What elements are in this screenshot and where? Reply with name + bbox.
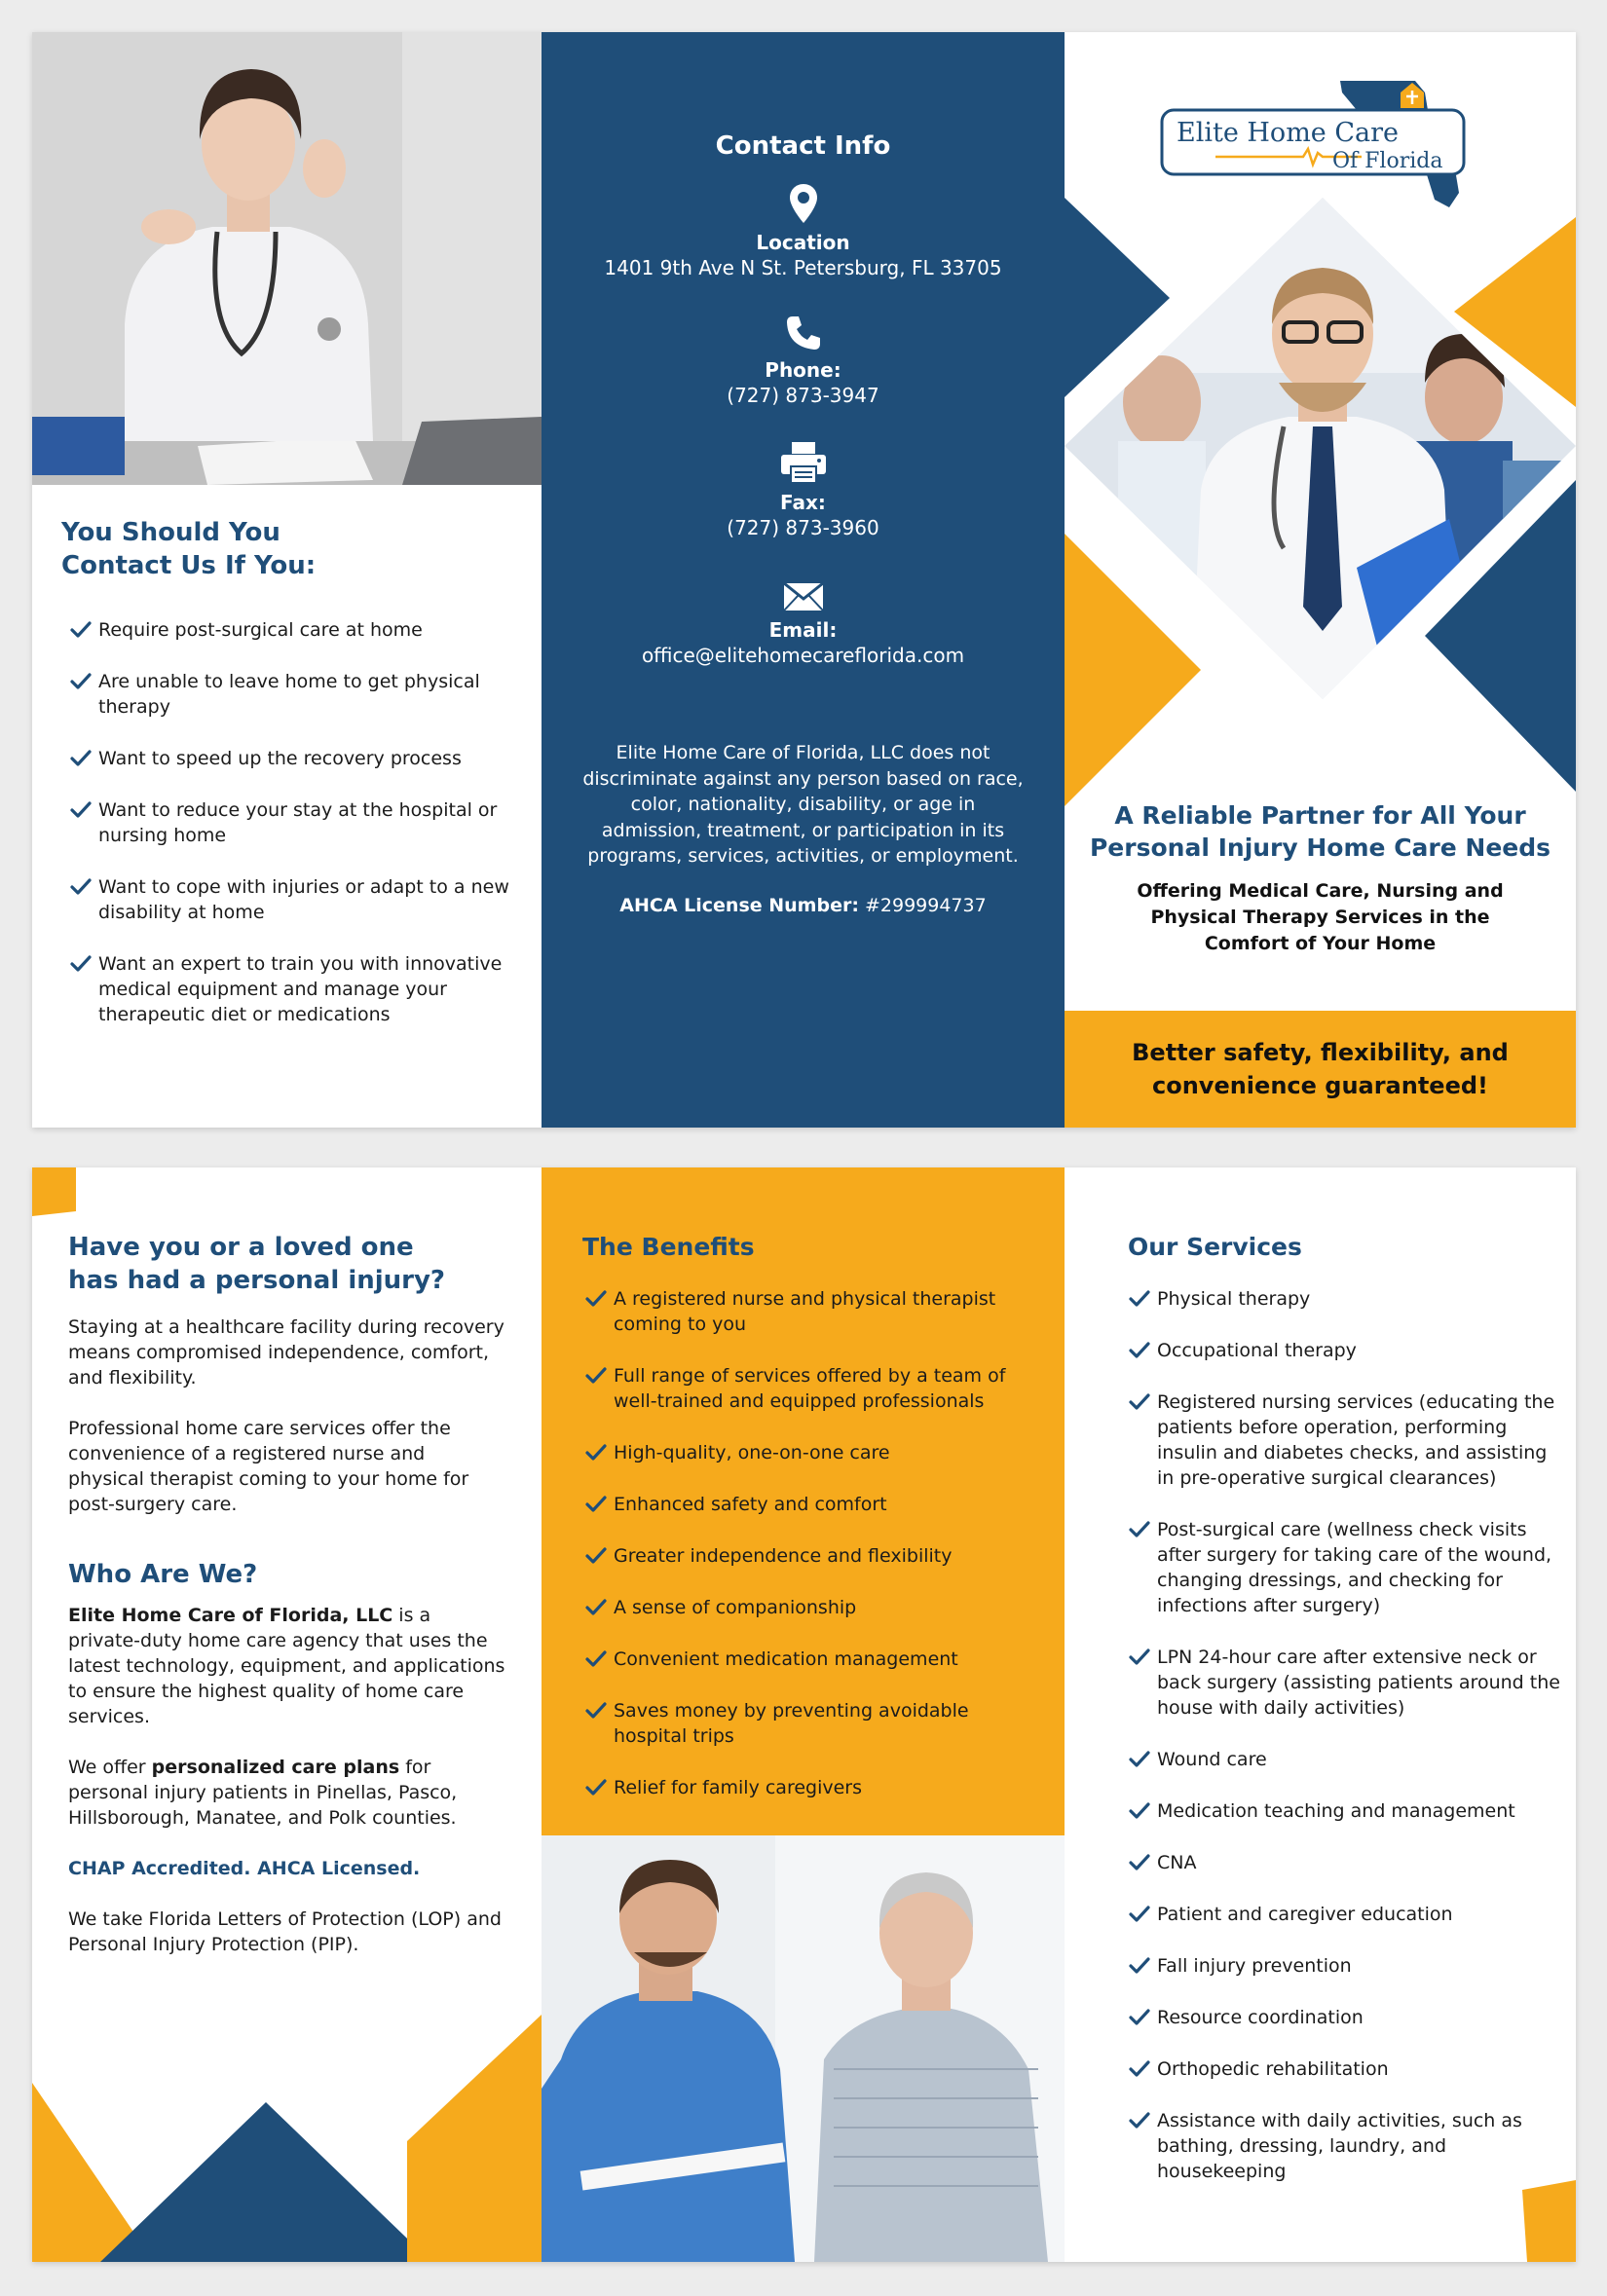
cover-banner-text: Better safety, flexibility, and convenience guaranteed! <box>1132 1039 1509 1099</box>
benefit-item <box>584 1698 1042 1749</box>
benefit-item-text: Enhanced safety and comfort <box>614 1494 887 1515</box>
contact-reason-item-text: Want an expert to train you with innovative medical equipment and manage your therapeutic diet or medications <box>98 953 503 1025</box>
benefit-item <box>584 1595 1042 1620</box>
phone-value[interactable]: (727) 873-3947 <box>727 384 879 407</box>
checkmark-icon <box>584 1648 608 1671</box>
checkmark-icon <box>69 952 93 976</box>
who-are-we-heading: Who Are We? <box>68 1560 258 1589</box>
benefit-item <box>584 1543 1042 1569</box>
location-value: 1401 9th Ave N St. Petersburg, FL 33705 <box>604 256 1002 279</box>
service-item-text: Patient and caregiver education <box>1157 1904 1453 1925</box>
service-item-text: Physical therapy <box>1157 1288 1311 1310</box>
checkmark-icon <box>1128 1954 1151 1978</box>
benefit-item-text: Greater independence and flexibility <box>614 1545 953 1567</box>
checkmark-icon <box>584 1544 608 1568</box>
benefit-item-text: High-quality, one-on-one care <box>614 1442 890 1463</box>
service-item <box>1128 1747 1561 1772</box>
checkmark-icon <box>69 670 93 693</box>
checkmark-icon <box>1128 2057 1151 2081</box>
contact-reasons-title-line2: Contact Us If You: <box>61 551 317 580</box>
checkmark-icon <box>1128 1851 1151 1874</box>
checkmark-icon <box>1128 1518 1151 1541</box>
email-icon <box>783 582 824 611</box>
service-item <box>1128 1286 1561 1312</box>
checkmark-icon <box>1128 2006 1151 2029</box>
service-item <box>1128 1645 1561 1721</box>
care-plans-prefix: We offer <box>68 1757 152 1778</box>
location-label: Location <box>756 231 850 254</box>
email-label: Email: <box>768 618 838 642</box>
service-item-text: Medication teaching and management <box>1157 1800 1515 1822</box>
service-item <box>1128 1338 1561 1363</box>
company-logo <box>1157 71 1488 217</box>
service-item-text: LPN 24-hour care after extensive neck or back surgery (assisting patients around the house with daily activities) <box>1157 1647 1560 1719</box>
location-block <box>542 183 1065 280</box>
contact-reason-item-text: Want to speed up the recovery process <box>98 748 462 769</box>
contact-reason-item <box>69 669 527 720</box>
contact-reason-item <box>69 746 527 771</box>
benefit-item <box>584 1775 1042 1800</box>
checkmark-icon <box>584 1493 608 1516</box>
contact-reason-item-text: Want to cope with injuries or adapt to a new disability at home <box>98 876 509 923</box>
service-item <box>1128 1953 1561 1979</box>
intro-paragraph-1: Staying at a healthcare facility during recovery means compromised independence, comfort, and flexibility. <box>68 1316 505 1389</box>
benefits-heading: The Benefits <box>582 1233 755 1261</box>
intro-geometric-decoration <box>32 2015 542 2262</box>
fax-value: (727) 873-3960 <box>727 516 879 539</box>
benefit-item-text: Saves money by preventing avoidable hospital trips <box>614 1700 969 1747</box>
service-item-text: Fall injury prevention <box>1157 1955 1352 1977</box>
checkmark-icon <box>584 1596 608 1619</box>
checkmark-icon <box>1128 1287 1151 1311</box>
checkmark-icon <box>1128 1748 1151 1771</box>
contact-reason-item-text: Are unable to leave home to get physical therapy <box>98 671 480 718</box>
checkmark-icon <box>584 1287 608 1311</box>
checkmark-icon <box>1128 1390 1151 1414</box>
contact-reason-item <box>69 874 527 925</box>
fax-icon <box>780 441 827 484</box>
benefit-item-text: Relief for family caregivers <box>614 1777 863 1798</box>
checkmark-icon <box>69 798 93 822</box>
benefit-item <box>584 1286 1042 1337</box>
cover-geometric-decoration <box>1065 198 1576 821</box>
benefit-item <box>584 1440 1042 1465</box>
benefit-item-text: A sense of companionship <box>614 1597 857 1618</box>
email-block <box>542 582 1065 668</box>
cover-subheadline: Offering Medical Care, Nursing and Physical Therapy Services in the Comfort of Your Home <box>1137 880 1504 954</box>
contact-reason-item <box>69 797 527 848</box>
company-name: Elite Home Care of Florida, LLC <box>68 1605 393 1626</box>
location-pin-icon <box>789 183 818 224</box>
intro-paragraph-2: Professional home care services offer the convenience of a registered nurse and physical therapist coming to your home for post-surgery care. <box>68 1418 469 1515</box>
benefit-item <box>584 1363 1042 1414</box>
service-item-text: Resource coordination <box>1157 2007 1364 2028</box>
service-item-text: Occupational therapy <box>1157 1340 1357 1361</box>
benefit-item-text: Convenient medication management <box>614 1648 958 1670</box>
non-discrimination-statement: Elite Home Care of Florida, LLC does not discriminate against any person based on race, color, nationality, disability, or age in admission, treatment, or participation in its programs, services, activities, or employment. <box>582 742 1024 867</box>
benefit-item-text: A registered nurse and physical therapist coming to you <box>614 1288 996 1335</box>
corner-accent <box>32 1167 81 1216</box>
license-value: #299994737 <box>864 894 987 916</box>
service-item <box>1128 1517 1561 1618</box>
checkmark-icon <box>1128 1903 1151 1926</box>
fax-block <box>542 441 1065 540</box>
doctor-phone-photo <box>32 32 542 485</box>
benefits-box <box>542 1167 1065 1835</box>
service-item <box>1128 1798 1561 1824</box>
phone-label: Phone: <box>765 358 841 382</box>
who-are-we-text <box>68 1603 506 1729</box>
contact-info-panel <box>542 32 1065 1128</box>
checkmark-icon <box>1128 1646 1151 1669</box>
intro-panel <box>32 1167 542 2262</box>
benefits-panel <box>542 1167 1065 2262</box>
cover-banner <box>1065 1011 1576 1128</box>
checkmark-icon <box>1128 2109 1151 2132</box>
accreditation-text: CHAP Accredited. AHCA Licensed. <box>68 1858 421 1879</box>
service-item-text: CNA <box>1157 1852 1197 1873</box>
service-item-text: Assistance with daily activities, such as bathing, dressing, laundry, and housekeeping <box>1157 2110 1522 2182</box>
contact-reason-item-text: Want to reduce your stay at the hospital or nursing home <box>98 799 498 846</box>
cover-panel <box>1065 32 1576 1128</box>
service-item <box>1128 2108 1561 2184</box>
service-item-text: Wound care <box>1157 1749 1267 1770</box>
checkmark-icon <box>1128 1339 1151 1362</box>
checkmark-icon <box>584 1364 608 1388</box>
service-item <box>1128 1389 1561 1491</box>
benefit-item <box>584 1647 1042 1672</box>
care-plans-text <box>68 1755 506 1831</box>
benefit-item-text: Full range of services offered by a team of well-trained and equipped professionals <box>614 1365 1006 1412</box>
benefits-list <box>584 1286 1042 1827</box>
care-plans-suffix: for personal injury patients in Pinellas, Pasco, Hillsborough, Manatee, and Polk counties. <box>68 1757 458 1829</box>
services-heading: Our Services <box>1128 1233 1302 1261</box>
services-panel <box>1065 1167 1576 2262</box>
contact-reasons-panel <box>32 32 542 1128</box>
services-list <box>1128 1286 1561 2210</box>
service-item-text: Post-surgical care (wellness check visits after surgery for taking care of the wound, changing dressings, and checking for infections after surgery) <box>1157 1519 1552 1616</box>
fax-label: Fax: <box>780 491 826 514</box>
checkmark-icon <box>584 1441 608 1464</box>
brochure-inside-sheet <box>32 1167 1576 2262</box>
corner-accent-bottom <box>1522 2180 1576 2262</box>
email-value[interactable]: office@elitehomecareflorida.com <box>641 644 965 667</box>
checkmark-icon <box>1128 1799 1151 1823</box>
phone-block <box>542 315 1065 408</box>
contact-reason-item <box>69 617 527 643</box>
nurse-patient-photo <box>542 1835 1065 2262</box>
logo-line1: Elite Home Care <box>1177 118 1399 148</box>
contact-reasons-list <box>69 617 527 1054</box>
lop-pip-text: We take Florida Letters of Protection (LOP) and Personal Injury Protection (PIP). <box>68 1908 502 1955</box>
contact-reason-item <box>69 951 527 1027</box>
care-plans-bold: personalized care plans <box>151 1757 400 1778</box>
brochure-outside-sheet <box>32 32 1576 1128</box>
service-item <box>1128 1902 1561 1927</box>
service-item-text: Registered nursing services (educating the patients before operation, performing insulin and diabetes checks, and assisting in pre-operative surgical clearances) <box>1157 1391 1555 1489</box>
checkmark-icon <box>584 1699 608 1722</box>
service-item <box>1128 2005 1561 2030</box>
contact-info-title: Contact Info <box>715 131 891 161</box>
benefit-item <box>584 1492 1042 1517</box>
license-label: AHCA License Number: <box>619 894 859 916</box>
service-item <box>1128 2056 1561 2082</box>
contact-reason-item-text: Require post-surgical care at home <box>98 619 423 641</box>
contact-reasons-title-line1: You Should You <box>61 518 280 547</box>
checkmark-icon <box>69 747 93 770</box>
logo-line2: Of Florida <box>1332 149 1443 173</box>
service-item <box>1128 1850 1561 1875</box>
who-are-we-description: is a private-duty home care agency that uses the latest technology, equipment, and applications to ensure the highest quality of home care services. <box>68 1605 505 1727</box>
checkmark-icon <box>69 875 93 899</box>
checkmark-icon <box>584 1776 608 1799</box>
phone-icon <box>785 315 822 352</box>
intro-heading: Have you or a loved one has had a personal injury? <box>68 1233 446 1295</box>
checkmark-icon <box>69 618 93 642</box>
cover-headline: A Reliable Partner for All Your Personal Injury Home Care Needs <box>1089 801 1551 862</box>
service-item-text: Orthopedic rehabilitation <box>1157 2058 1389 2080</box>
